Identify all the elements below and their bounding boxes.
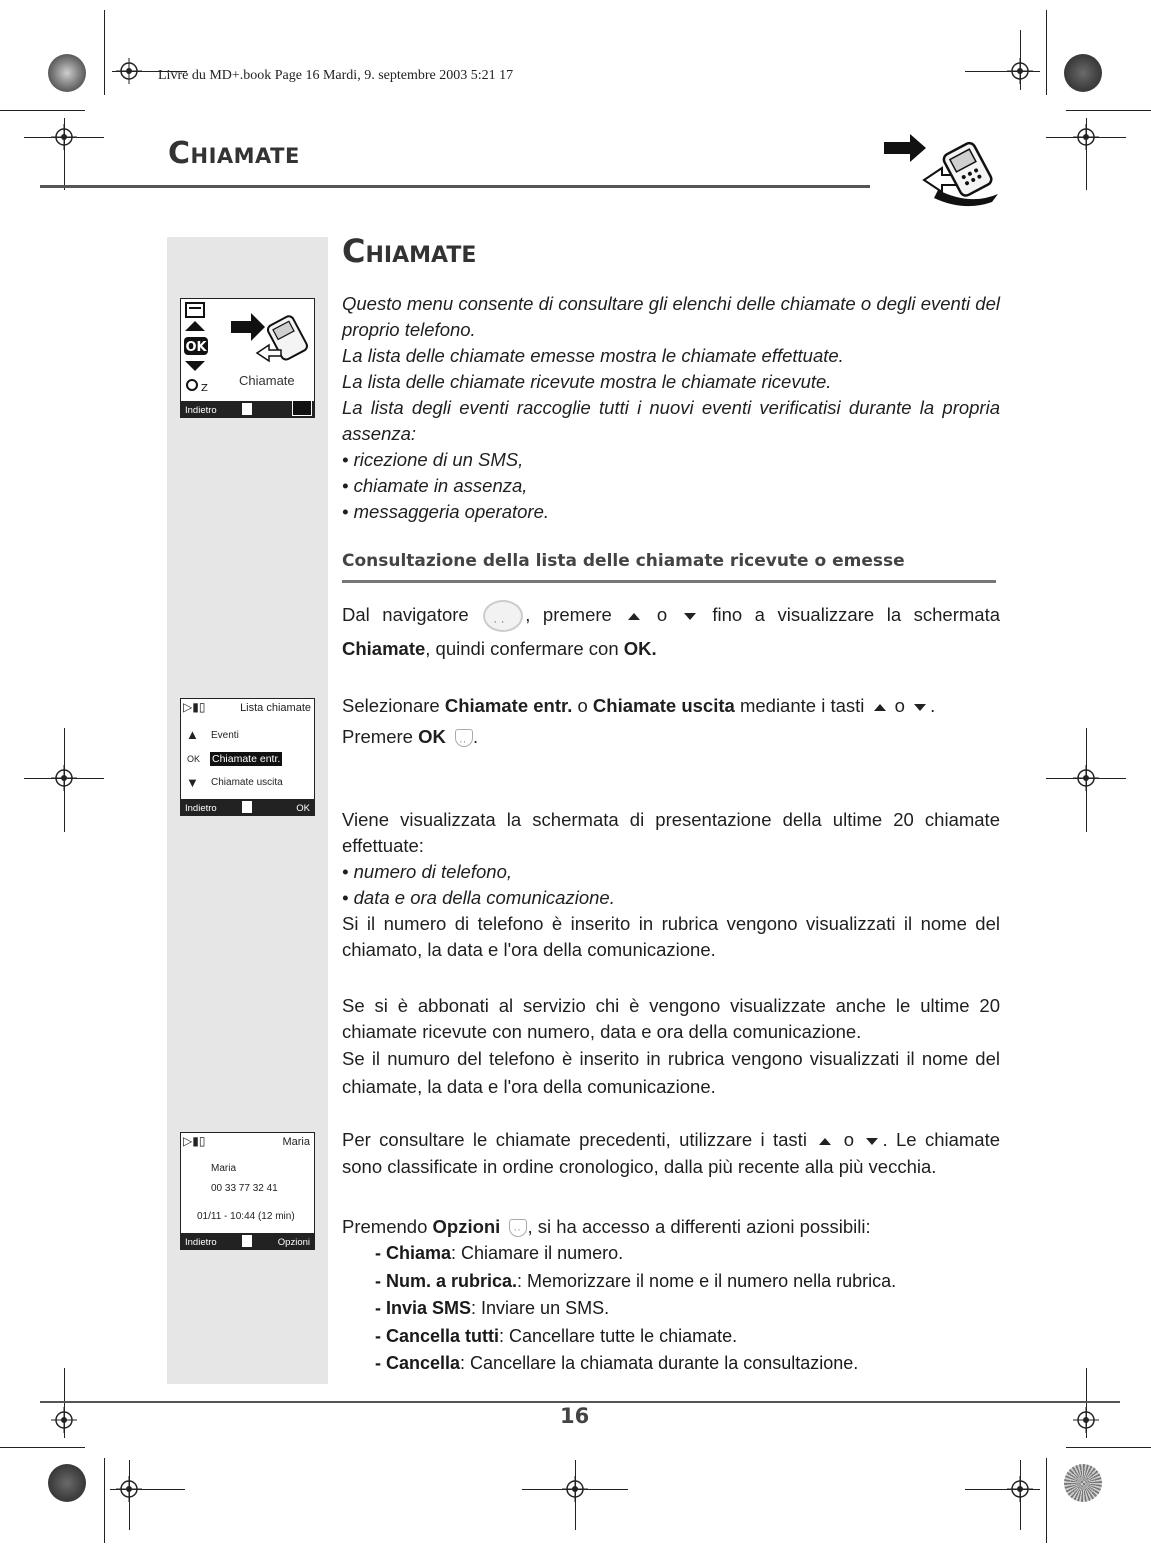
option-item: [375, 1323, 995, 1351]
intro-line: La lista degli eventi raccoglie tutti i nuovi eventi verificatisi durante la propria assenza:: [342, 397, 1000, 444]
registration-ball-top-right: [1064, 54, 1102, 92]
option-desc: : Cancellare la chiamata durante la consultazione.: [460, 1353, 859, 1373]
softkey-right-block: [292, 400, 312, 416]
text: o: [656, 604, 668, 625]
menu-screen-label: Chiamate: [239, 373, 295, 388]
registration-ball-bottom-right: [1064, 1464, 1102, 1502]
option-name: - Num. a rubrica.: [375, 1270, 518, 1291]
crosshair-line: [64, 1368, 65, 1438]
softkey-left: Indietro: [185, 405, 217, 416]
softkey-icon: [455, 729, 473, 747]
crop-mark: [104, 10, 105, 95]
intro-line: Questo menu consente di consultare gli elenchi delle chiamate o degli eventi del proprio telefono.: [342, 293, 1000, 340]
arrow-up-icon: [874, 704, 886, 711]
crosshair-line: [64, 118, 65, 190]
text-line: Se il numuro del telefono è inserito in rubrica vengono visualizzati il nome del chiamate, la data e l'ora della comunicazione.: [342, 1048, 1000, 1097]
intro-line: La lista delle chiamate ricevute mostra le chiamate ricevute.: [342, 371, 832, 392]
option-desc: : Cancellare tutte le chiamate.: [499, 1325, 738, 1346]
arrow-up-icon: [628, 613, 640, 620]
header-title: Chiamate: [168, 136, 300, 171]
crop-mark: [0, 1447, 85, 1448]
updown-icon: [242, 1235, 252, 1247]
select-paragraph: Selezionare Chiamate entr. o Chiamate uscita mediante i tasti o . Premere OK ·· .: [342, 690, 1000, 752]
menu-side-icons: [183, 301, 209, 397]
phone-screen-detail: [180, 1132, 315, 1250]
footer-rule: [40, 1401, 1120, 1403]
crop-mark: [1046, 1458, 1047, 1543]
bullet-item: • chiamate in assenza,: [342, 475, 528, 496]
text: Per consultare le chiamate precedenti, utilizzare i tasti: [342, 1129, 807, 1150]
options-intro: [342, 1214, 1000, 1240]
option-name: - Chiama: [375, 1243, 452, 1263]
text: o: [843, 1129, 855, 1150]
text: Selezionare: [342, 695, 440, 716]
text: , quindi confermare con: [425, 638, 619, 660]
section-title: Chiamate: [342, 232, 477, 270]
crosshair-line: [575, 1460, 576, 1530]
bold-term: OK.: [623, 638, 657, 660]
text: o: [894, 695, 905, 716]
text: , si ha accesso a differenti azioni possibili:: [527, 1216, 871, 1237]
bold-term: OK: [418, 726, 446, 747]
text-line: Si il numero di telefono è inserito in rubrica vengono visualizzati il nome del chiamato, la data e l'ora della comunicazione.: [342, 913, 1000, 960]
crosshair-line: [64, 728, 65, 832]
arrow-down-icon: [684, 613, 696, 620]
bold-term: Chiamate entr.: [444, 695, 573, 716]
updown-icon: [242, 403, 252, 415]
phone-screen-list: [180, 698, 315, 816]
crosshair-line: [1020, 1460, 1021, 1530]
bullet-item: • messaggeria operatore.: [342, 501, 550, 522]
intro-paragraph: [342, 291, 1000, 525]
service-paragraph: [342, 993, 1000, 1101]
contact-name: Maria: [211, 1163, 237, 1174]
text: mediante i tasti: [739, 695, 865, 716]
option-desc: : Memorizzare il nome e il numero nella rubrica.: [517, 1270, 897, 1291]
previous-calls-paragraph: [342, 1126, 1000, 1180]
svg-text:OK: OK: [185, 340, 207, 355]
list-item-events: Eventi: [211, 730, 239, 741]
softkey-left: Indietro: [185, 1237, 217, 1248]
arrow-down-icon: [914, 704, 926, 711]
signal-icon: ▷▮▯: [183, 1134, 206, 1148]
options-list: [375, 1240, 995, 1378]
crosshair-line: [1086, 118, 1087, 190]
text-line: Viene visualizzata la schermata di presentazione della ultime 20 chiamate effettuate:: [342, 809, 1000, 856]
text: , premere: [525, 604, 612, 625]
bullet-item: • data e ora della comunicazione.: [342, 887, 615, 908]
view-paragraph: [342, 807, 1000, 963]
subheading: Consultazione della lista delle chiamate ricevute o emesse: [342, 551, 905, 571]
text: Premere: [342, 726, 413, 747]
text: o: [577, 695, 588, 716]
navigator-paragraph: [342, 598, 1000, 666]
option-name: - Cancella: [375, 1353, 461, 1373]
signal-icon: ▷▮▯: [183, 700, 206, 714]
ok-label: OK: [187, 754, 201, 764]
text: Premendo: [342, 1216, 428, 1237]
option-name: - Cancella tutti: [375, 1325, 500, 1346]
navigator-icon: [483, 600, 523, 632]
bullet-item: • ricezione di un SMS,: [342, 449, 524, 470]
header-rule: [40, 185, 870, 188]
crosshair-line: [1086, 1368, 1087, 1438]
svg-text:Z: Z: [201, 383, 208, 394]
crop-mark: [1046, 10, 1047, 95]
option-name: - Invia SMS: [375, 1298, 472, 1318]
option-desc: : Inviare un SMS.: [471, 1298, 610, 1318]
call-datetime: 01/11 - 10:44 (12 min): [197, 1211, 295, 1222]
list-screen-title: Lista chiamate: [240, 702, 311, 714]
crop-mark: [1066, 1447, 1151, 1448]
phone-arrow-icon: [880, 128, 1005, 210]
option-item: [375, 1350, 995, 1378]
text: . Le chiamate sono classificate in ordine cronologico, dalla più recente alla più vecchia.: [342, 1129, 1001, 1177]
softkey-left: Indietro: [185, 803, 217, 814]
crop-mark: [104, 1458, 105, 1543]
crosshair-line: [1086, 728, 1087, 832]
text-line: Se si è abbonati al servizio chi è vengono visualizzate anche le ultime 20 chiamate ricevute con numero, data e ora della comunicazione.: [342, 995, 1000, 1042]
print-slug: Livre du MD+.book Page 16 Mardi, 9. septembre 2003 5:21 17: [158, 68, 514, 83]
chiamate-menu-icon: [229, 305, 309, 365]
option-item: [375, 1268, 995, 1296]
arrow-down-icon: [866, 1138, 878, 1145]
registration-ball-bottom-left: [48, 1464, 86, 1502]
updown-icon: [242, 801, 252, 813]
list-item-outgoing: Chiamate uscita: [211, 777, 283, 788]
detail-screen-title: Maria: [282, 1136, 310, 1148]
page-number: 16: [560, 1404, 590, 1428]
crosshair-line: [110, 1489, 185, 1490]
option-desc: : Chiamare il numero.: [451, 1243, 624, 1263]
arrow-up-icon: [819, 1138, 831, 1145]
arrow-down-icon: ▼: [186, 775, 199, 790]
crop-mark: [1066, 110, 1151, 111]
softkey-right: OK: [296, 803, 310, 814]
registration-ball-top-left: [48, 54, 86, 92]
intro-line: La lista delle chiamate emesse mostra le chiamate effettuate.: [342, 345, 844, 366]
crosshair-line: [129, 1460, 130, 1530]
bullet-item: • numero di telefono,: [342, 861, 512, 882]
option-item: [375, 1240, 995, 1268]
bold-term: Opzioni: [432, 1216, 501, 1237]
subheading-rule: [342, 580, 996, 583]
softkey-icon: [509, 1219, 527, 1237]
bold-term: Chiamate: [342, 638, 426, 660]
contact-number: 00 33 77 32 41: [211, 1183, 278, 1194]
text: Dal navigatore: [342, 604, 469, 625]
crosshair-line: [1020, 30, 1021, 90]
text: fino a visualizzare la schermata: [712, 604, 1001, 625]
crop-mark: [0, 110, 85, 111]
list-item-incoming-selected: Chiamate entr.: [212, 753, 281, 765]
crosshair-line: [965, 71, 1040, 72]
phone-screen-menu: [180, 298, 315, 418]
softkey-right: Opzioni: [277, 1237, 310, 1248]
option-item: [375, 1295, 995, 1323]
crosshair-line: [965, 1489, 1040, 1490]
bold-term: Chiamate uscita: [592, 695, 735, 716]
arrow-up-icon: ▲: [186, 727, 199, 742]
